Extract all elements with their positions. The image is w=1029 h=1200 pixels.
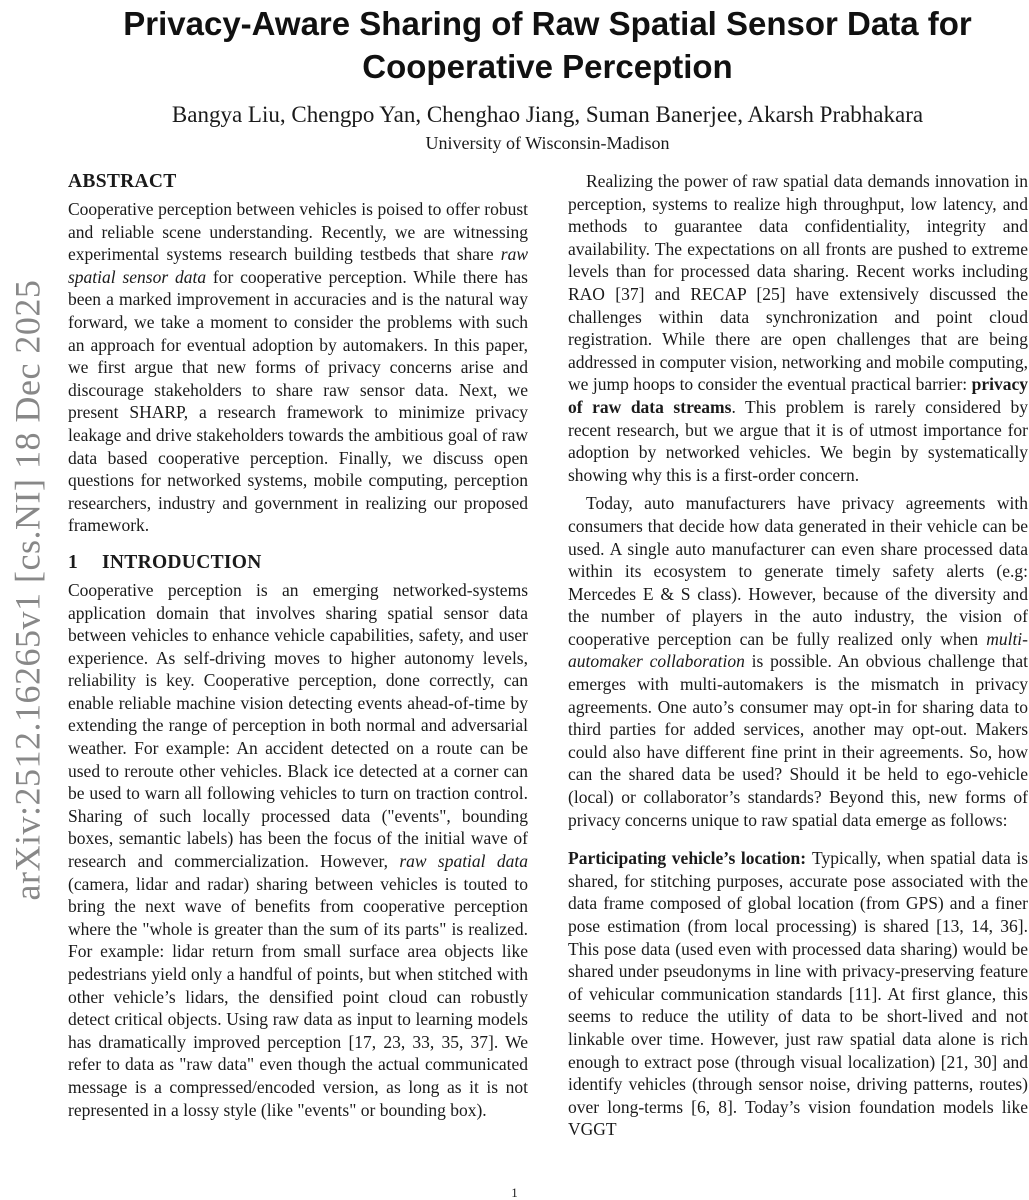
right-column [568, 170, 1028, 1141]
author-list: Bangya Liu, Chengpo Yan, Chenghao Jiang, Suman Banerjee, Akarsh Prabhakara [171, 102, 924, 127]
emphasis-raw-spatial-sensor-data: raw spatial sensor data [68, 244, 528, 287]
section-title: INTRODUCTION [102, 551, 262, 573]
abstract-paragraph: Cooperative perception between vehicles is poised to offer robust and reliable scene understanding. Recently, we are witnessing experimental systems research building testbeds that share raw spatial sensor data for cooperative perception. While there has been a marked improvement in accuracies and is the natural way forward, we take a moment to consider the problems with such an approach for eventual adoption by automakers. In this paper, we first argue that new forms of privacy concerns arise and discourage stakeholders to share raw sensor data. Next, we present SHARP, a research framework to minimize privacy leakage and drive stakeholders towards the ambitious goal of raw data based cooperative perception. Finally, we discuss open questions for networked systems, mobile computing, perception researchers, industry and government in realizing our proposed framework. [68, 199, 528, 536]
emphasis-multi-automaker-collaboration: multi-automaker collaboration [568, 628, 1028, 672]
intro-paragraph-2: Realizing the power of raw spatial data demands innovation in perception, systems to realize high throughput, low latency, and methods to guarantee data confidentiality, integrity and availability. The expectations on all fronts are pushed to extreme levels than for processed data sharing. Recent works including RAO [37] and RECAP [25] have extensively discussed the challenges within data synchronization and point cloud registration. While there are open challenges that are being addressed in computer vision, networking and mobile computing, we jump hoops to consider the eventual practical barrier: privacy of raw data streams. This problem is rarely considered by recent research, but we argue that it is of utmost importance for adoption by networked vehicles. We begin by systematically showing why this is a first-order concern. [568, 171, 1028, 485]
run-in-heading-participating-vehicle-location: Participating vehicle’s location: [568, 848, 807, 869]
paper-title: Privacy-Aware Sharing of Raw Spatial Sensor Data for Cooperative Perception [123, 5, 972, 85]
page-number: 1 [511, 1185, 518, 1200]
section-heading-introduction [68, 551, 528, 575]
affiliation: University of Wisconsin-Madison [425, 133, 670, 153]
intro-paragraph-4: Participating vehicle’s location: Typically, when spatial data is shared, for stitching purposes, accurate pose associated with the data frame composed of global location (from GPS) and a finer pose estimation (from local processing) is shared [13, 14, 36]. This pose data (used even with processed data sharing) would be shared under pseudonyms in line with privacy-preserving feature of vehicular communication standards [11]. At first glance, this seems to reduce the utility of data to be short-lived and not linkable over time. However, just raw spatial data alone is rich enough to extract pose (through visual localization) [21, 30] and identify vehicles (through sensor noise, driving patterns, routes) over long-terms [6, 8]. Today’s vision foundation models like VGGT [568, 848, 1028, 1140]
emphasis-raw-spatial-data: raw spatial data [399, 851, 528, 872]
arxiv-identifier-text: arXiv:2512.16265v1 [cs.NI] 18 Dec 2025 [7, 279, 47, 901]
intro-paragraph-3: Today, auto manufacturers have privacy agreements with consumers that decide how data generated in their vehicle can be used. A single auto manufacturer can even share processed data within its ecosystem to generate timely safety alerts (e.g: Mercedes E & S class). However, because of the diversity and the number of players in the auto industry, the vision of cooperative perception can be fully realized only when multi-automaker collaboration is possible. An obvious challenge that emerges with multi-automakers is the mismatch in privacy agreements. One auto’s consumer may opt-in for sharing data to third parties for added services, another may opt-out. Makers could also have different fine print in their agreements. So, how can the shared data be used? Should it be held to ego-vehicle (local) or collaborator’s standards? Beyond this, new forms of privacy concerns unique to raw spatial data emerge as follows: [568, 493, 1028, 830]
emphasis-privacy-of-raw-data-streams: privacy of raw data streams [568, 374, 1028, 417]
arxiv-identifier-stamp [5, 245, 49, 935]
intro-paragraph-1: Cooperative perception is an emerging networked-systems application domain that involves sharing spatial sensor data between vehicles to enhance vehicle capabilities, safety, and user experience. As self-driving moves to higher autonomy levels, reliability is key. Cooperative perception, done correctly, can enable reliable machine vision detecting events ahead-of-time by extending the range of perception in both normal and adversarial weather. For example: An accident detected on a route can be used to reroute other vehicles. Black ice detected at a corner can be used to warn all following vehicles to turn on traction control. Sharing of such locally processed data ("events", bounding boxes, semantic labels) has been the focus of the initial wave of research and commercialization. However, raw spatial data (camera, lidar and radar) sharing between vehicles is touted to bring the next wave of benefits from cooperative perception where the "whole is greater than the sum of its parts" is realized. For example: lidar return from small surface area objects like pedestrians yield only a handful of points, but when stitched with other vehicle’s lidars, the densified point cloud can robustly detect critical objects. Using raw data as input to learning models has dramatically improved perception [17, 23, 33, 35, 37]. We refer to data as "raw data" even though the actual communicated message is a compressed/encoded version, as long as it is not represented in a lossy style (like "events" or bounding box). [68, 579, 528, 1120]
section-number: 1 [68, 551, 79, 573]
abstract-heading: ABSTRACT [68, 171, 177, 192]
left-column [68, 170, 528, 1121]
